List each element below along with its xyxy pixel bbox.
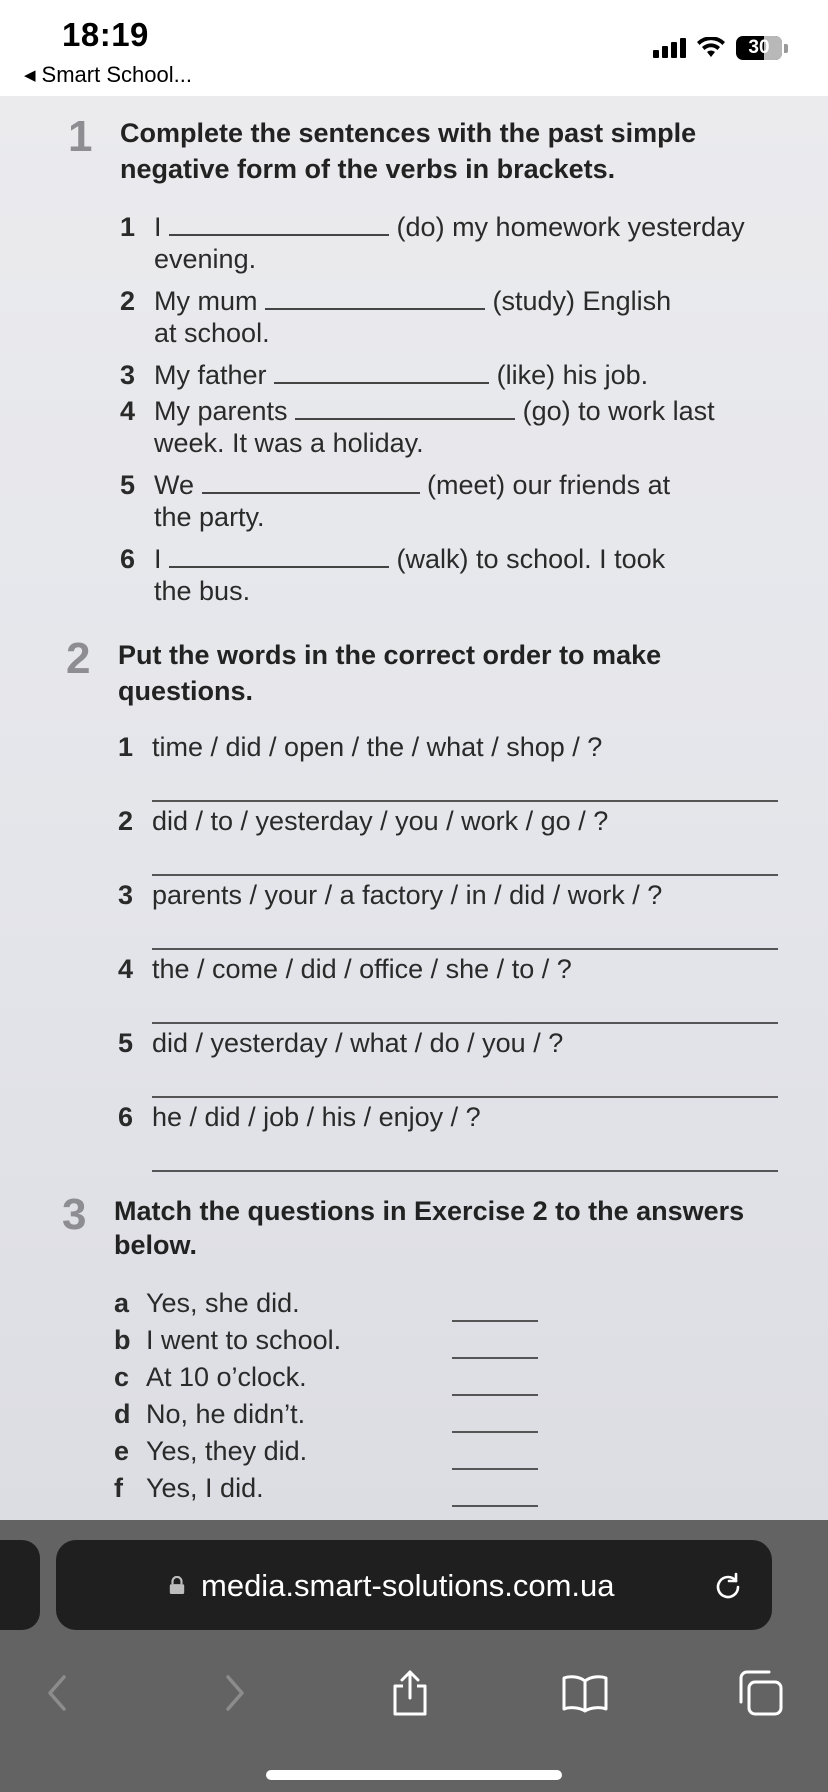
url-text: media.smart-solutions.com.ua xyxy=(201,1568,615,1603)
battery-tip xyxy=(784,44,788,53)
exercise-3-item-e: e Yes, they did. xyxy=(114,1436,308,1466)
bookmarks-button[interactable] xyxy=(560,1668,610,1718)
exercise-1-title-line-1: Complete the sentences with the past simple xyxy=(120,118,697,148)
exercise-2-number: 2 xyxy=(66,634,91,683)
exercise-3-answer-line-f xyxy=(452,1505,538,1507)
exercise-1-number: 1 xyxy=(68,112,93,161)
address-bar[interactable] xyxy=(56,1540,772,1630)
exercise-2-answer-line-3 xyxy=(152,948,778,950)
exercise-1-item-4: 4 My parents (go) to work last xyxy=(120,392,715,429)
exercise-3-title-line-2: below. xyxy=(114,1230,198,1260)
previous-tab-preview[interactable] xyxy=(0,1540,40,1630)
exercise-1-item-1-cont: evening. xyxy=(154,244,257,274)
exercise-1-item-6: 6 I (walk) to school. I took xyxy=(120,540,665,577)
exercise-2-item-2: 2 did / to / yesterday / you / work / go / ? xyxy=(118,806,609,836)
forward-button[interactable] xyxy=(210,1668,260,1718)
exercise-3-item-f: f Yes, I did. xyxy=(114,1473,264,1503)
exercise-3-number: 3 xyxy=(62,1190,87,1239)
exercise-2-title-line-2: questions. xyxy=(118,676,254,706)
exercise-2-answer-line-6 xyxy=(152,1170,778,1172)
exercise-2-item-3: 3 parents / your / a factory / in / did / work / ? xyxy=(118,880,663,910)
exercise-1-item-1: 1 I (do) my homework yesterday xyxy=(120,208,745,245)
exercise-1-item-6-cont: the bus. xyxy=(154,576,251,606)
exercise-2-title-line-1: Put the words in the correct order to make xyxy=(118,640,662,670)
exercise-2-answer-line-4 xyxy=(152,1022,778,1024)
exercise-2-answer-line-2 xyxy=(152,874,778,876)
exercise-3-answer-line-a xyxy=(452,1320,538,1322)
back-triangle-icon: ◀ xyxy=(24,67,36,84)
wifi-icon xyxy=(696,37,726,59)
exercise-2-answer-line-5 xyxy=(152,1096,778,1098)
back-button[interactable] xyxy=(32,1668,82,1718)
exercise-1-item-2: 2 My mum (study) English xyxy=(120,282,671,319)
chevron-left-icon xyxy=(42,1673,72,1713)
browser-toolbar xyxy=(0,1668,828,1728)
browser-chrome xyxy=(0,1520,828,1792)
tabs-icon xyxy=(737,1670,783,1716)
battery-level: 30 xyxy=(748,37,770,58)
exercise-1-item-2-cont: at school. xyxy=(154,318,270,348)
book-icon xyxy=(561,1673,609,1713)
exercise-3-answer-line-c xyxy=(452,1394,538,1396)
home-indicator[interactable] xyxy=(266,1770,562,1780)
exercise-1-item-5-cont: the party. xyxy=(154,502,265,532)
exercise-2-item-4: 4 the / come / did / office / she / to / ? xyxy=(118,954,572,984)
share-icon xyxy=(390,1670,430,1716)
tabs-button[interactable] xyxy=(735,1668,785,1718)
exercise-3-answer-line-e xyxy=(452,1468,538,1470)
exercise-3-title-line-1: Match the questions in Exercise 2 to the answers xyxy=(114,1196,745,1226)
status-time: 18:19 xyxy=(62,16,149,53)
lock-icon xyxy=(168,1576,186,1594)
cellular-signal-icon xyxy=(653,38,686,58)
share-button[interactable] xyxy=(385,1668,435,1718)
exercise-2-item-1: 1 time / did / open / the / what / shop / ? xyxy=(118,732,603,762)
battery-icon xyxy=(736,36,782,60)
exercise-1-item-3: 3 My father (like) his job. xyxy=(120,356,648,393)
exercise-2-item-6: 6 he / did / job / his / enjoy / ? xyxy=(118,1102,481,1132)
exercise-1-item-4-cont: week. It was a holiday. xyxy=(154,428,424,458)
exercise-3-item-a: a Yes, she did. xyxy=(114,1288,300,1318)
status-bar xyxy=(0,0,828,96)
back-to-app-button[interactable] xyxy=(24,62,192,88)
back-app-label: Smart School... xyxy=(41,62,192,87)
exercise-1-item-5: 5 We (meet) our friends at xyxy=(120,466,670,503)
reload-icon[interactable] xyxy=(712,1570,744,1602)
exercise-3-answer-line-d xyxy=(452,1431,538,1433)
exercise-2-item-5: 5 did / yesterday / what / do / you / ? xyxy=(118,1028,564,1058)
chevron-right-icon xyxy=(220,1673,250,1713)
exercise-3-item-d: d No, he didn’t. xyxy=(114,1399,306,1429)
textbook-page-image xyxy=(0,96,828,1520)
exercise-3-answer-line-b xyxy=(452,1357,538,1359)
status-icons xyxy=(653,36,788,60)
exercise-2-answer-line-1 xyxy=(152,800,778,802)
exercise-3-item-b: b I went to school. xyxy=(114,1325,342,1355)
exercise-3-item-c: c At 10 o’clock. xyxy=(114,1362,307,1392)
exercise-1-title-line-2: negative form of the verbs in brackets. xyxy=(120,154,616,184)
